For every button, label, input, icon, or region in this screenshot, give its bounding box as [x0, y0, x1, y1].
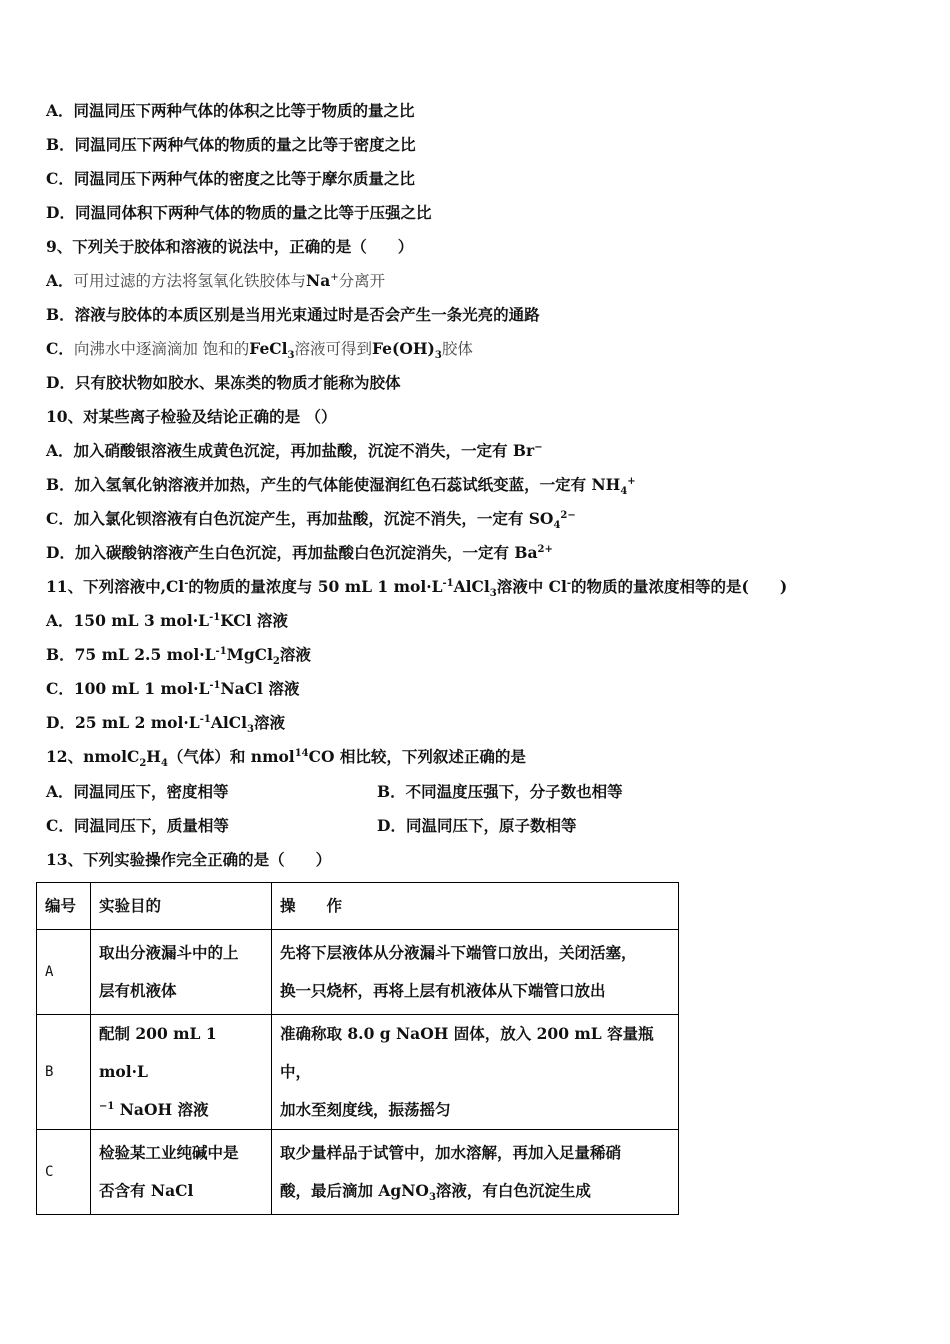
- q10-option-b: B．加入氢氧化钠溶液并加热，产生的气体能使湿润红色石蕊试纸变蓝，一定有 $NH_4^+$: [46, 475, 636, 498]
- q8-option-b: B．同温同压下两种气体的物质的量之比等于密度之比: [46, 135, 416, 154]
- q9-option-d: D．只有胶状物如胶水、果冻类的物质才能称为胶体: [46, 373, 401, 392]
- row-id: C: [37, 1130, 91, 1215]
- row-purpose: 取出分液漏斗中的上 层有机液体: [91, 930, 272, 1015]
- table-header-row: [37, 883, 679, 930]
- table-row: [37, 930, 679, 1015]
- q12-option-c: C．同温同压下，质量相等: [46, 816, 229, 835]
- header-purpose: 实验目的: [91, 883, 272, 930]
- q11-option-a: A．150 mL 3 $mol\cdot L^{-1}KCl$ 溶液: [46, 611, 288, 630]
- q8-option-d: D．同温同体积下两种气体的物质的量之比等于压强之比: [46, 203, 432, 222]
- header-id: 编号: [37, 883, 91, 930]
- row-operation: 取少量样品于试管中，加水溶解，再加入足量稀硝 酸，最后滴加 AgNO$_3$溶液，有白色沉淀生成: [272, 1130, 679, 1215]
- q9-option-b: B．溶液与胶体的本质区别是当用光束通过时是否会产生一条光亮的通路: [46, 305, 540, 324]
- q12-option-d: D．同温同压下，原子数相等: [377, 816, 577, 835]
- table-row: [37, 1015, 679, 1130]
- q13-stem: 13、下列实验操作完全正确的是（ ）: [46, 850, 332, 869]
- q10-option-c: C．加入氯化钡溶液有白色沉淀产生，再加盐酸，沉淀不消失，一定有 $SO_4^{2-}$: [46, 509, 576, 532]
- q8-option-c: C．同温同压下两种气体的密度之比等于摩尔质量之比: [46, 169, 415, 188]
- q11-stem: 11、下列溶液中,Cl-的物质的量浓度与 50 mL 1 $mol\cdot L^{-1}AlCl_3$溶液中 Cl-的物质的量浓度相等的是( ): [46, 577, 788, 600]
- q12-option-b: B．不同温度压强下，分子数也相等: [377, 782, 623, 801]
- q10-stem: 10、对某些离子检验及结论正确的是 （）: [46, 407, 337, 426]
- q13-table: [36, 882, 679, 1215]
- q11-option-b: B．75 mL 2.5 $mol\cdot L^{-1}MgCl_2$溶液: [46, 645, 311, 668]
- header-operation: 操 作: [272, 883, 679, 930]
- row-operation: 先将下层液体从分液漏斗下端管口放出，关闭活塞， 换一只烧杯，再将上层有机液体从下端管口放出: [272, 930, 679, 1015]
- row-purpose: 检验某工业纯碱中是 否含有 NaCl: [91, 1130, 272, 1215]
- q10-option-d: D．加入碳酸钠溶液产生白色沉淀，再加盐酸白色沉淀消失，一定有 $Ba^{2+}$: [46, 543, 553, 562]
- row-id: A: [37, 930, 91, 1015]
- q12-option-a: A．同温同压下，密度相等: [46, 782, 229, 801]
- q9-stem: 9、下列关于胶体和溶液的说法中，正确的是（ ）: [46, 237, 414, 256]
- q11-option-c: C．100 mL 1 $mol\cdot L^{-1}NaCl$ 溶液: [46, 679, 300, 698]
- row-purpose: 配制 200 mL 1 mol·L $^{-1}$ NaOH 溶液: [91, 1015, 272, 1130]
- q11-option-d: D．25 mL 2 $mol\cdot L^{-1}AlCl_3$溶液: [46, 713, 285, 736]
- row-operation: 准确称取 8.0 g NaOH 固体，放入 200 mL 容量瓶中， 加水至刻度线，振荡摇匀: [272, 1015, 679, 1130]
- q9-option-a: A．可用过滤的方法将氢氧化铁胶体与Na+分离开: [46, 271, 386, 290]
- q8-option-a: A．同温同压下两种气体的体积之比等于物质的量之比: [46, 101, 415, 120]
- table-row: [37, 1130, 679, 1215]
- q10-option-a: A．加入硝酸银溶液生成黄色沉淀，再加盐酸，沉淀不消失，一定有 Br−: [46, 441, 543, 460]
- row-id: B: [37, 1015, 91, 1130]
- q9-option-c: C．向沸水中逐滴滴加 饱和的FeCl$_3$溶液可得到$Fe(OH)_3$胶体: [46, 339, 473, 362]
- q12-stem: 12、$nmolC_2H_4$（气体）和 nmol$^{14}$CO 相比较，下列叙述正确的是: [46, 747, 526, 770]
